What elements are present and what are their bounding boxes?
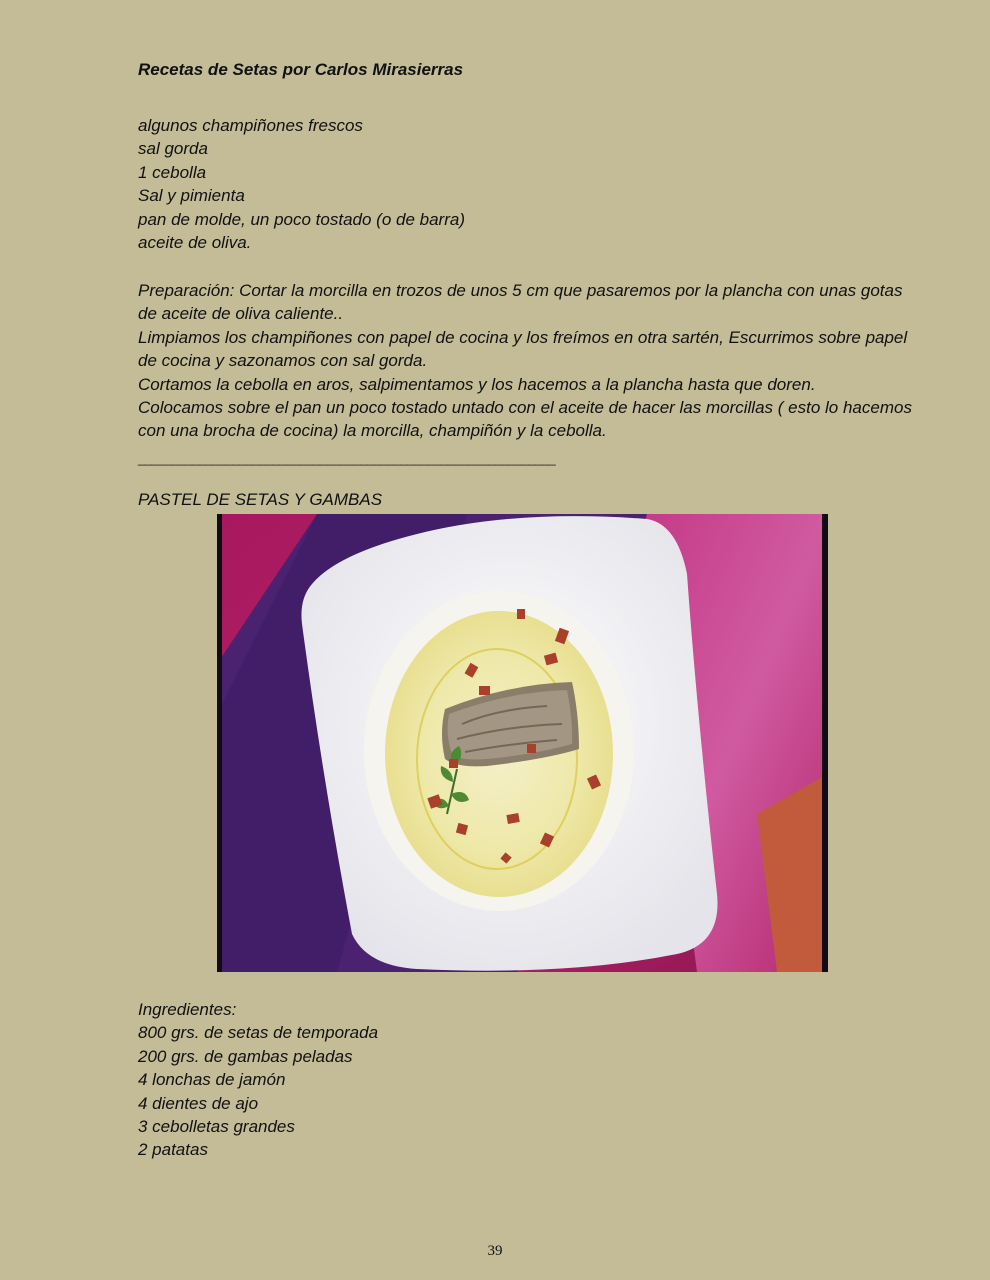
document-header: Recetas de Setas por Carlos Mirasierras (138, 60, 464, 79)
previous-ingredients-list (138, 114, 465, 254)
ingredients-title: Ingredientes: (138, 1000, 237, 1019)
preparation-paragraph: Colocamos sobre el pan un poco tostado untado con el aceite de hacer las morcillas ( esto lo hacemos con una brocha de cocina) la morcilla, champiñón y la cebolla. (138, 398, 912, 441)
ingredient-line: 200 grs. de gambas peladas (138, 1046, 353, 1066)
ingredient-line: sal gorda (138, 139, 208, 159)
ingredients-list (138, 998, 378, 1162)
dish-photo (217, 514, 828, 972)
ingredient-line: Sal y pimienta (138, 186, 245, 206)
preparation-text (138, 279, 918, 443)
ingredient-line: 4 dientes de ajo (138, 1093, 259, 1113)
ingredient-line: 4 lonchas de jamón (138, 1070, 286, 1090)
ingredient-line: 3 cebolletas grandes (138, 1117, 295, 1137)
ingredient-line: 2 patatas (138, 1140, 208, 1160)
separator-line: ______________________________________________________________ (138, 451, 556, 466)
ingredient-line: 800 grs. de setas de temporada (138, 1023, 379, 1043)
ingredient-line: pan de molde, un poco tostado (o de barra) (138, 209, 465, 229)
preparation-paragraph: Limpiamos los champiñones con papel de cocina y los freímos en otra sartén, Escurrimos sobre papel de cocina y sazonamos con sal gorda. (138, 327, 908, 371)
ingredient-line: 1 cebolla (138, 162, 207, 182)
preparation-paragraph: Preparación: Cortar la morcilla en trozos de unos 5 cm que pasaremos por la plancha con unas gotas de aceite de oliva caliente.. (138, 281, 903, 324)
ingredient-line: aceite de oliva. (138, 233, 252, 253)
preparation-paragraph: Cortamos la cebolla en aros, salpimentamos y los hacemos a la plancha hasta que doren. (138, 374, 816, 394)
page-number: 39 (487, 1243, 503, 1259)
recipe-title: PASTEL DE SETAS Y GAMBAS (138, 490, 383, 509)
ingredient-line: algunos champiñones frescos (138, 116, 363, 135)
